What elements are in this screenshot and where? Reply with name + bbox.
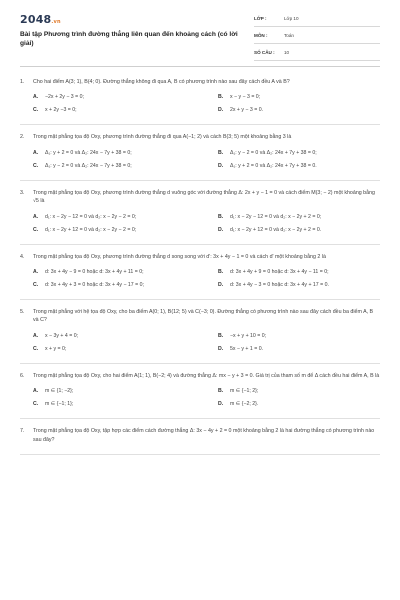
option-letter: C. (33, 401, 39, 408)
option-letter: B. (218, 388, 224, 395)
question-text: Cho hai điểm A(3; 1), B(4; 0). Đường thẳng không đi qua A, B có phương trình nào sau đây cách đều A và B? (33, 79, 290, 85)
answer-option[interactable] (33, 214, 218, 221)
option-text: Δ₁: y + 2 = 0 và Δ₂: 24x − 7y + 38 = 0; (45, 149, 132, 156)
question-text: Trong mặt phẳng tọa độ Oxy, cho hai điểm A(1; 1), B(−2; 4) và đường thẳng Δ: mx − y + 3 = 0. Giá trị của tham số m để Δ cách đều hai điểm A, B là (33, 372, 380, 379)
answer-option[interactable] (218, 401, 393, 408)
option-text: m ∈ {−2; 2}. (230, 401, 259, 408)
option-letter: A. (33, 332, 39, 339)
question-number: 4. (20, 253, 25, 260)
question-stem (20, 78, 380, 86)
question-4 (20, 253, 380, 300)
question-number: 5. (20, 309, 25, 316)
answer-option[interactable] (33, 346, 218, 353)
answer-options (20, 150, 380, 170)
option-letter: B. (218, 269, 224, 276)
meta-row-class (254, 13, 380, 27)
question-stem (20, 427, 380, 444)
logo-text: 2048 (20, 13, 52, 26)
option-text: 5x − y + 1 = 0. (230, 345, 264, 352)
option-text: −2x + 2y − 3 = 0; (45, 94, 84, 101)
answer-option[interactable] (218, 107, 393, 114)
option-text: x + y = 0; (45, 345, 67, 352)
option-text: x − 3y + 4 = 0; (45, 332, 79, 339)
meta-info (254, 13, 380, 64)
option-text: Δ₁: y − 2 = 0 và Δ₂: 24x − 7y + 38 = 0; (45, 162, 132, 169)
answer-option[interactable] (33, 388, 218, 395)
question-text: Trong mặt phẳng tọa độ Oxy, phương trình đường thẳng d song song với d': 3x + 4y − 1 = 0 và cách d' một khoảng bằng 2 là (33, 253, 326, 260)
option-text: m ∈ {−1; 2}; (230, 388, 259, 395)
option-letter: A. (33, 149, 39, 156)
header-divider (20, 66, 380, 67)
question-text: Trong mặt phẳng với hệ tọa độ Oxy, cho ba điểm A(0; 1), B(12; 5) và C(−3; 0). Đường thẳng có phương trình nào sau đây cách đều ba điểm A, B và C? (33, 309, 374, 324)
answer-option[interactable] (218, 346, 393, 353)
option-letter: C. (33, 345, 39, 352)
site-logo[interactable] (20, 13, 61, 26)
question-5 (20, 308, 380, 364)
answer-option[interactable] (33, 282, 218, 289)
option-letter: A. (33, 94, 39, 101)
option-text: m ∈ {−1; 1}; (45, 401, 74, 408)
answer-options (20, 388, 380, 408)
option-text: Δ₁: y + 2 = 0 và Δ₂: 24x + 7y + 38 = 0. (230, 162, 317, 169)
meta-label: LỚP : (254, 16, 267, 21)
option-text: x + 2y −3 = 0; (45, 107, 77, 114)
question-stem (20, 372, 380, 380)
document-header (0, 0, 400, 64)
option-text: d₁: x − 2y − 12 = 0 và d₂: x − 2y + 2 = 0; (230, 213, 322, 220)
answer-option[interactable] (33, 163, 218, 170)
question-6 (20, 372, 380, 419)
answer-option[interactable] (33, 227, 218, 234)
answer-options (20, 269, 380, 289)
option-letter: B. (218, 332, 224, 339)
answer-option[interactable] (33, 94, 218, 101)
meta-value: Lớp 10 (284, 16, 299, 21)
question-number: 2. (20, 134, 25, 141)
question-7 (20, 427, 380, 455)
option-text: Δ₁: y − 2 = 0 và Δ₂: 24x + 7y + 38 = 0; (230, 149, 317, 156)
answer-option[interactable] (218, 269, 393, 276)
answer-option[interactable] (33, 150, 218, 157)
question-number: 6. (20, 372, 25, 379)
meta-label: MÔN : (254, 33, 268, 38)
option-letter: A. (33, 213, 39, 220)
question-stem (20, 308, 380, 325)
option-letter: D. (218, 345, 224, 352)
answer-option[interactable] (33, 107, 218, 114)
question-2 (20, 133, 380, 180)
answer-option[interactable] (218, 94, 393, 101)
option-letter: C. (33, 162, 39, 169)
answer-option[interactable] (218, 333, 393, 340)
option-text: d: 3x + 4y + 3 = 0 hoặc d: 3x + 4y − 17 = 0; (45, 282, 144, 289)
answer-options (20, 333, 380, 353)
option-letter: C. (33, 282, 39, 289)
answer-options (20, 94, 380, 114)
question-number: 3. (20, 189, 25, 196)
option-text: 2x + y − 3 = 0. (230, 107, 264, 114)
question-1 (20, 78, 380, 125)
option-text: d₁: x − 2y − 12 = 0 và d₂: x − 2y − 2 = 0; (45, 213, 137, 220)
meta-label: SỐ CÂU : (254, 50, 275, 55)
option-letter: A. (33, 269, 39, 276)
option-text: d: 3x + 4y + 9 = 0 hoặc d: 3x + 4y − 11 = 0; (230, 269, 329, 276)
question-number: 7. (20, 428, 25, 435)
option-text: d: 3x + 4y − 3 = 0 hoặc d: 3x + 4y + 17 = 0. (230, 282, 329, 289)
meta-row-count (254, 47, 380, 61)
question-text: Trong mặt phẳng tọa độ Oxy, phương trình đường thẳng đi qua A(−1; 2) và cách B(3; 5) một khoảng bằng 3 là (33, 134, 292, 141)
question-stem (20, 253, 380, 261)
option-letter: D. (218, 282, 224, 289)
answer-option[interactable] (218, 150, 393, 157)
document-title: Bài tập Phương trình đường thẳng liên quan đến khoảng cách (có lời giải) (20, 31, 238, 47)
option-letter: B. (218, 213, 224, 220)
meta-value: 10 (284, 50, 290, 55)
answer-options (20, 214, 380, 234)
answer-option[interactable] (218, 214, 393, 221)
option-text: −x + y + 10 = 0; (230, 332, 267, 339)
question-stem (20, 133, 380, 141)
question-text: Trong mặt phẳng tọa độ Oxy, tập hợp các điểm cách đường thẳng Δ: 3x − 4y + 2 = 0 một khoảng bằng 2 là hai đường thẳng có phương trình nào sau đây? (33, 428, 375, 443)
question-text: Trong mặt phẳng tọa độ Oxy, phương trình đường thẳng d vuông góc với đường thẳng Δ: 2x + y − 1 = 0 và cách điểm M(3; − 2) một khoảng bằng √5 là (33, 189, 375, 205)
question-3 (20, 189, 380, 245)
option-letter: B. (218, 149, 224, 156)
question-number: 1. (20, 79, 25, 85)
answer-option[interactable] (218, 227, 393, 234)
option-letter: D. (218, 226, 224, 233)
question-list (0, 78, 400, 463)
answer-option[interactable] (218, 163, 393, 170)
option-letter: A. (33, 388, 39, 395)
option-letter: D. (218, 162, 224, 169)
option-text: d₁: x − 2y + 12 = 0 và d₂: x − 2y − 2 = 0; (45, 226, 137, 233)
answer-option[interactable] (33, 333, 218, 340)
meta-row-subject (254, 30, 380, 44)
option-letter: C. (33, 226, 39, 233)
option-text: d₁: x − 2y + 12 = 0 và d₂: x − 2y + 2 = 0. (230, 226, 322, 233)
answer-option[interactable] (218, 388, 393, 395)
meta-value: Toán (284, 33, 294, 38)
option-letter: B. (218, 94, 224, 101)
option-letter: D. (218, 107, 224, 114)
option-text: x − y − 3 = 0; (230, 94, 261, 101)
question-stem (20, 189, 380, 206)
answer-option[interactable] (33, 401, 218, 408)
option-letter: C. (33, 107, 39, 114)
option-text: m ∈ {1; −2}; (45, 388, 74, 395)
answer-option[interactable] (218, 282, 393, 289)
option-text: d: 3x + 4y − 9 = 0 hoặc d: 3x + 4y + 11 = 0; (45, 269, 144, 276)
option-letter: D. (218, 401, 224, 408)
logo-suffix: .vn (51, 19, 61, 25)
answer-option[interactable] (33, 269, 218, 276)
